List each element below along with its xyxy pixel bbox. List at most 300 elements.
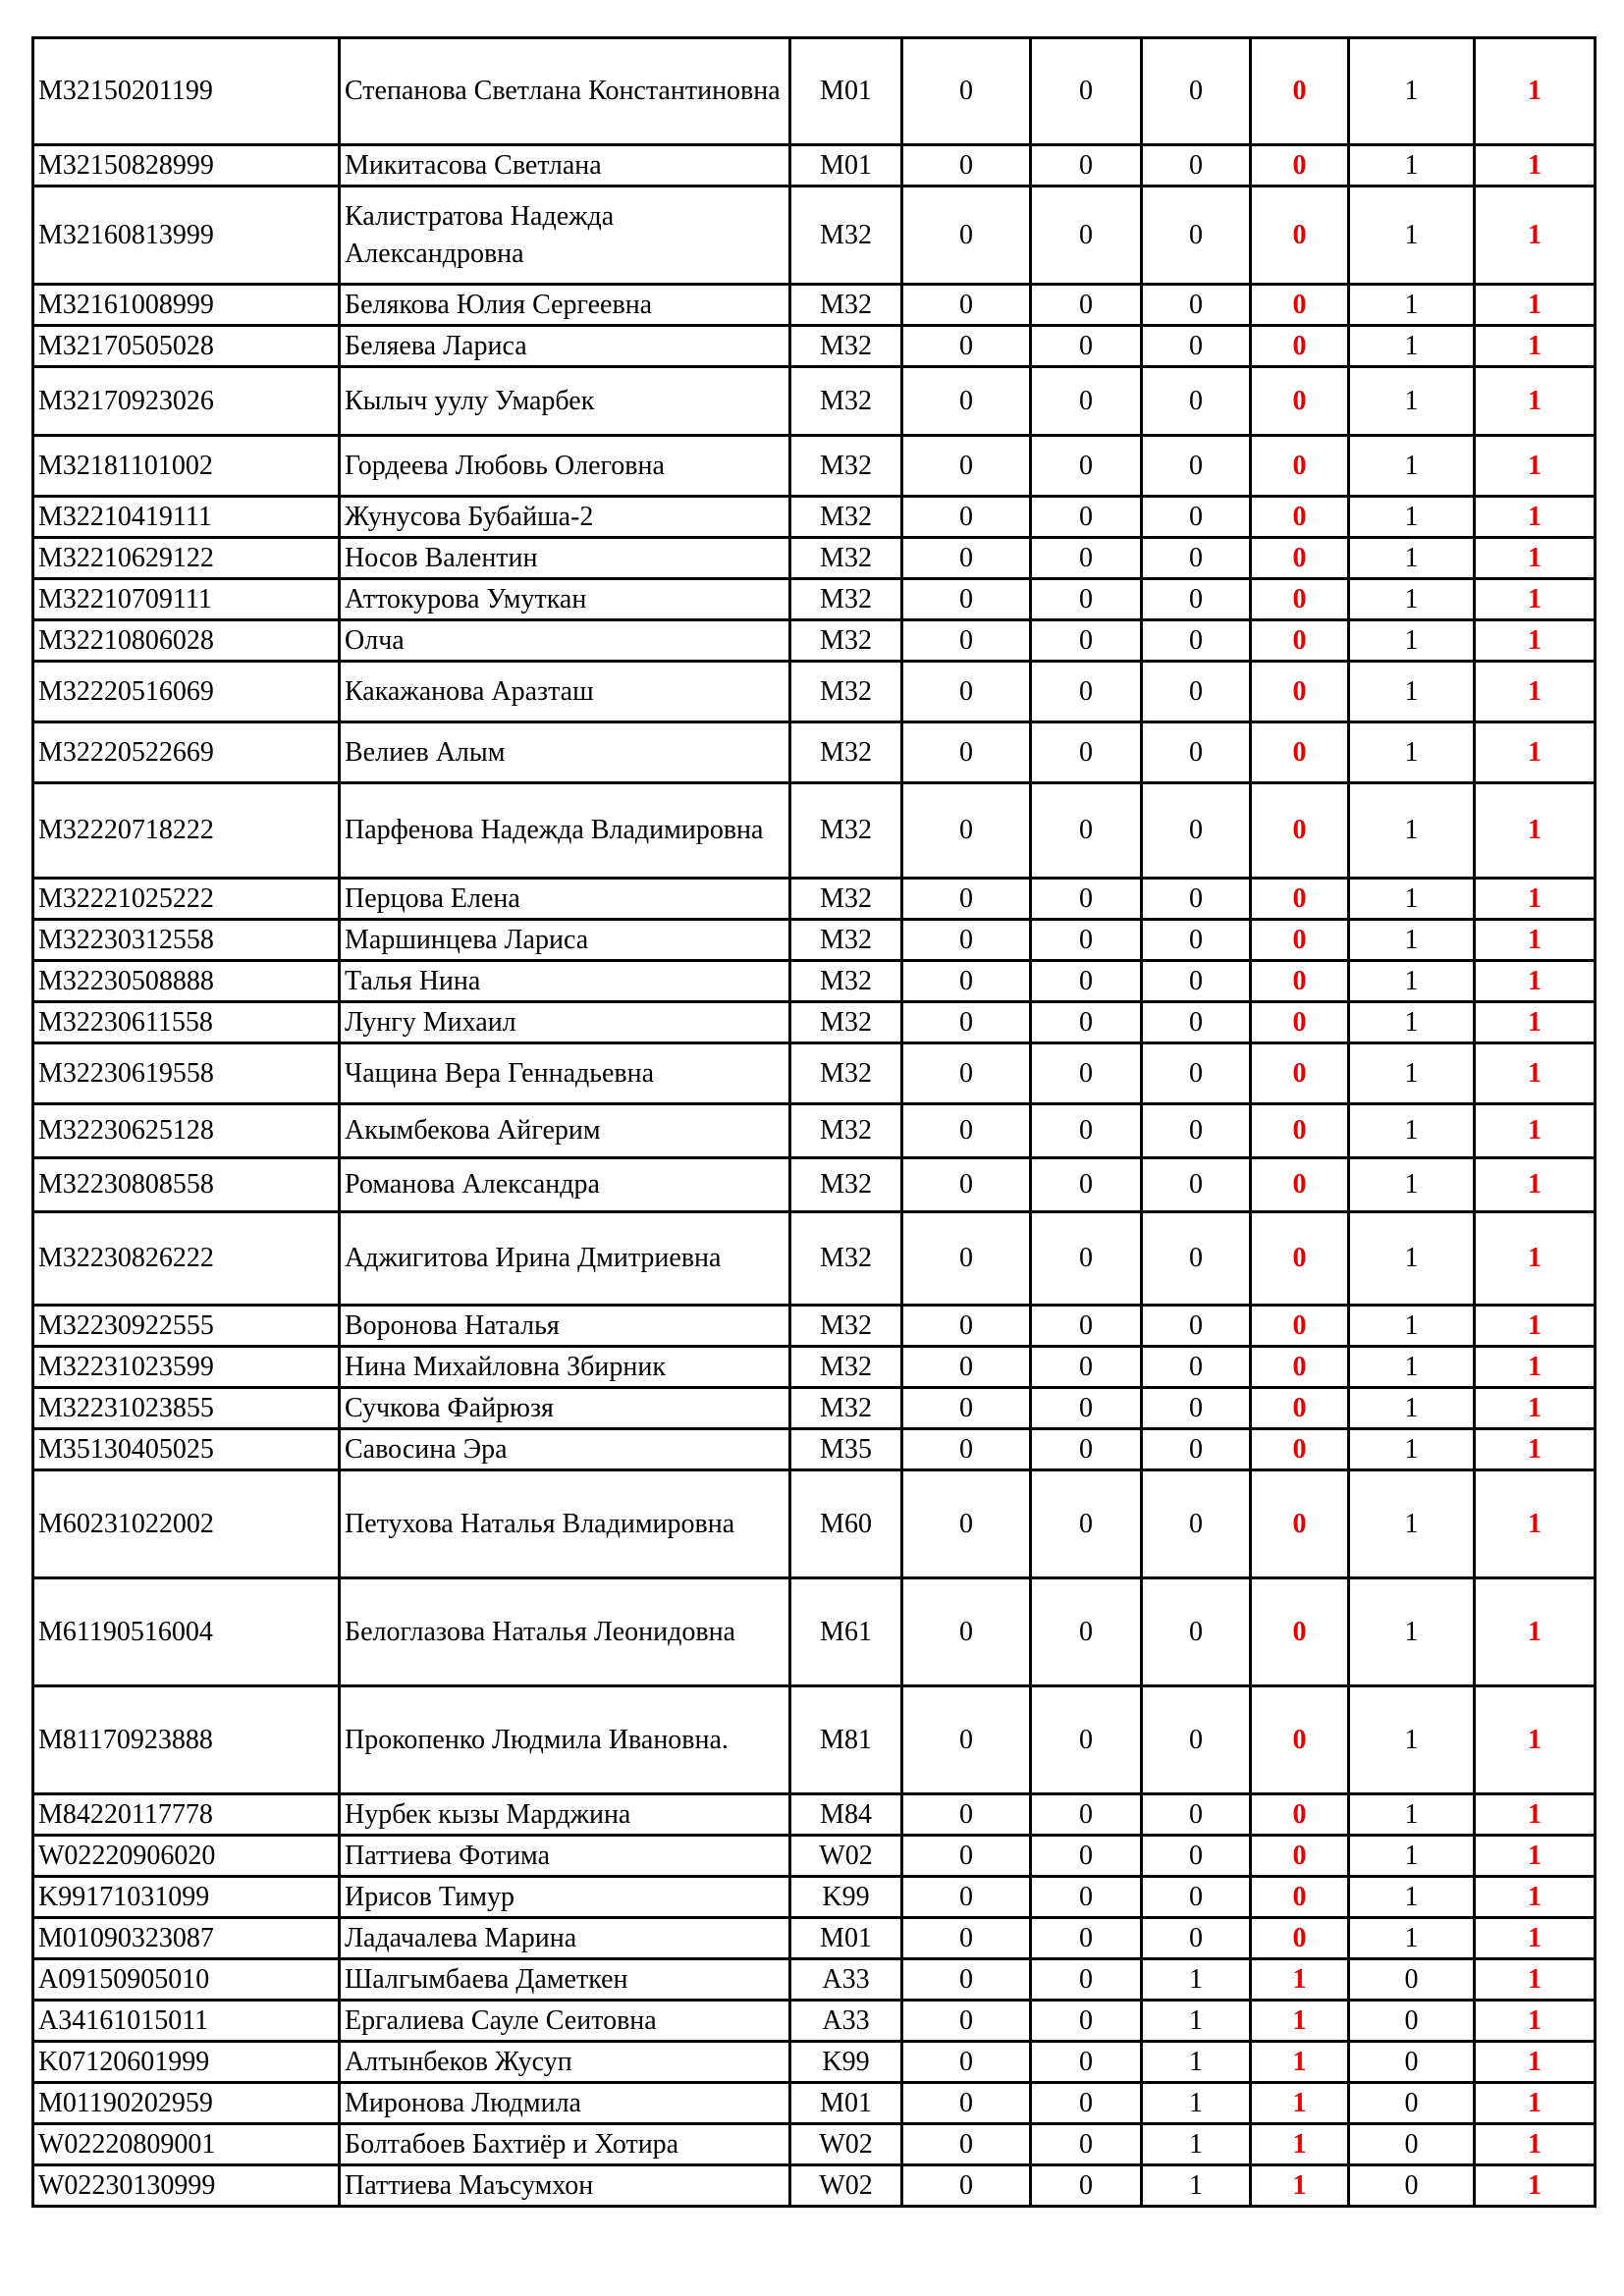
table-row — [33, 2042, 1596, 2083]
value-2-cell: 0 — [1031, 187, 1142, 285]
value-2-cell: 0 — [1031, 2083, 1142, 2124]
table-row — [33, 961, 1596, 1002]
table-row — [33, 783, 1596, 879]
value-6-cell: 1 — [1475, 579, 1596, 620]
value-1-cell: 0 — [902, 2042, 1031, 2083]
value-4-cell: 0 — [1251, 1212, 1349, 1306]
value-1-cell: 0 — [902, 920, 1031, 961]
group-code-cell: M32 — [790, 1388, 902, 1429]
value-2-cell: 0 — [1031, 1429, 1142, 1470]
value-3-cell: 0 — [1142, 662, 1251, 722]
group-code-cell: M81 — [790, 1686, 902, 1794]
person-name-cell: Какажанова Аразташ — [340, 662, 790, 722]
value-4-cell: 0 — [1251, 1388, 1349, 1429]
value-1-cell: 0 — [902, 1104, 1031, 1158]
account-id-cell: M32220718222 — [33, 783, 340, 879]
account-id-cell: M32181101002 — [33, 436, 340, 497]
group-code-cell: K99 — [790, 1877, 902, 1918]
account-id-cell: M84220117778 — [33, 1794, 340, 1836]
table-row — [33, 1104, 1596, 1158]
account-id-cell: M32231023855 — [33, 1388, 340, 1429]
table-row — [33, 579, 1596, 620]
person-name-cell: Ирисов Тимур — [340, 1877, 790, 1918]
value-1-cell: 0 — [902, 662, 1031, 722]
value-2-cell: 0 — [1031, 1578, 1142, 1686]
value-2-cell: 0 — [1031, 1158, 1142, 1212]
table-row — [33, 367, 1596, 436]
table-row — [33, 1212, 1596, 1306]
table-row — [33, 187, 1596, 285]
group-code-cell: M32 — [790, 579, 902, 620]
person-name-cell: Лунгу Михаил — [340, 1002, 790, 1043]
value-2-cell: 0 — [1031, 1043, 1142, 1104]
value-2-cell: 0 — [1031, 436, 1142, 497]
group-code-cell: M01 — [790, 1918, 902, 1959]
account-id-cell: M32210709111 — [33, 579, 340, 620]
value-2-cell: 0 — [1031, 2042, 1142, 2083]
person-name-cell: Ергалиева Сауле Сеитовна — [340, 2001, 790, 2042]
value-6-cell: 1 — [1475, 2124, 1596, 2165]
value-6-cell: 1 — [1475, 2042, 1596, 2083]
value-2-cell: 0 — [1031, 879, 1142, 920]
group-code-cell: M32 — [790, 187, 902, 285]
value-4-cell: 0 — [1251, 662, 1349, 722]
value-3-cell: 1 — [1142, 2042, 1251, 2083]
value-3-cell: 0 — [1142, 1429, 1251, 1470]
value-2-cell: 0 — [1031, 620, 1142, 662]
value-6-cell: 1 — [1475, 1212, 1596, 1306]
value-2-cell: 0 — [1031, 326, 1142, 367]
group-code-cell: A33 — [790, 2001, 902, 2042]
value-6-cell: 1 — [1475, 326, 1596, 367]
account-id-cell: M32230508888 — [33, 961, 340, 1002]
table-row — [33, 538, 1596, 579]
account-id-cell: M32210629122 — [33, 538, 340, 579]
value-6-cell: 1 — [1475, 2083, 1596, 2124]
value-3-cell: 0 — [1142, 722, 1251, 783]
value-4-cell: 0 — [1251, 1306, 1349, 1347]
table-row — [33, 1002, 1596, 1043]
account-id-cell: M32210419111 — [33, 497, 340, 538]
value-5-cell: 0 — [1349, 1959, 1475, 2001]
value-4-cell: 1 — [1251, 2124, 1349, 2165]
person-name-cell: Сучкова Файрюзя — [340, 1388, 790, 1429]
value-4-cell: 0 — [1251, 1836, 1349, 1877]
account-id-cell: M32230312558 — [33, 920, 340, 961]
value-6-cell: 1 — [1475, 2165, 1596, 2207]
value-5-cell: 0 — [1349, 2083, 1475, 2124]
value-3-cell: 0 — [1142, 1918, 1251, 1959]
value-1-cell: 0 — [902, 187, 1031, 285]
value-1-cell: 0 — [902, 1959, 1031, 2001]
value-3-cell: 0 — [1142, 1686, 1251, 1794]
value-3-cell: 1 — [1142, 2165, 1251, 2207]
value-1-cell: 0 — [902, 1877, 1031, 1918]
value-3-cell: 0 — [1142, 1347, 1251, 1388]
value-4-cell: 1 — [1251, 2001, 1349, 2042]
value-3-cell: 0 — [1142, 1877, 1251, 1918]
value-4-cell: 0 — [1251, 620, 1349, 662]
person-name-cell: Петухова Наталья Владимировна — [340, 1470, 790, 1578]
value-3-cell: 0 — [1142, 920, 1251, 961]
account-id-cell: W02220809001 — [33, 2124, 340, 2165]
group-code-cell: M32 — [790, 722, 902, 783]
value-2-cell: 0 — [1031, 2165, 1142, 2207]
value-2-cell: 0 — [1031, 1470, 1142, 1578]
value-3-cell: 0 — [1142, 145, 1251, 187]
account-id-cell: A34161015011 — [33, 2001, 340, 2042]
value-4-cell: 1 — [1251, 2165, 1349, 2207]
value-1-cell: 0 — [902, 367, 1031, 436]
value-3-cell: 0 — [1142, 38, 1251, 145]
value-5-cell: 1 — [1349, 722, 1475, 783]
person-name-cell: Воронова Наталья — [340, 1306, 790, 1347]
value-2-cell: 0 — [1031, 2124, 1142, 2165]
value-3-cell: 0 — [1142, 579, 1251, 620]
account-id-cell: M32170923026 — [33, 367, 340, 436]
person-name-cell: Ладачалева Марина — [340, 1918, 790, 1959]
group-code-cell: M01 — [790, 2083, 902, 2124]
value-4-cell: 0 — [1251, 1429, 1349, 1470]
value-2-cell: 0 — [1031, 1002, 1142, 1043]
value-2-cell: 0 — [1031, 1306, 1142, 1347]
value-5-cell: 1 — [1349, 1836, 1475, 1877]
value-2-cell: 0 — [1031, 783, 1142, 879]
account-id-cell: M32230826222 — [33, 1212, 340, 1306]
value-6-cell: 1 — [1475, 1306, 1596, 1347]
table-row — [33, 1306, 1596, 1347]
value-4-cell: 0 — [1251, 1002, 1349, 1043]
value-3-cell: 0 — [1142, 326, 1251, 367]
value-6-cell: 1 — [1475, 1578, 1596, 1686]
value-4-cell: 0 — [1251, 1686, 1349, 1794]
value-4-cell: 0 — [1251, 538, 1349, 579]
table-row — [33, 1794, 1596, 1836]
value-5-cell: 1 — [1349, 920, 1475, 961]
table-row — [33, 1836, 1596, 1877]
person-name-cell: Кылыч уулу Умарбек — [340, 367, 790, 436]
value-2-cell: 0 — [1031, 2001, 1142, 2042]
value-3-cell: 0 — [1142, 1388, 1251, 1429]
value-6-cell: 1 — [1475, 367, 1596, 436]
table-row — [33, 1388, 1596, 1429]
value-2-cell: 0 — [1031, 1347, 1142, 1388]
person-name-cell: Акымбекова Айгерим — [340, 1104, 790, 1158]
value-3-cell: 0 — [1142, 1043, 1251, 1104]
value-4-cell: 0 — [1251, 367, 1349, 436]
person-name-cell: Маршинцева Лариса — [340, 920, 790, 961]
value-6-cell: 1 — [1475, 187, 1596, 285]
account-id-cell: K99171031099 — [33, 1877, 340, 1918]
value-3-cell: 1 — [1142, 2124, 1251, 2165]
value-6-cell: 1 — [1475, 2001, 1596, 2042]
value-1-cell: 0 — [902, 1794, 1031, 1836]
table-row — [33, 1959, 1596, 2001]
person-name-cell: Велиев Алым — [340, 722, 790, 783]
group-code-cell: M32 — [790, 538, 902, 579]
value-1-cell: 0 — [902, 145, 1031, 187]
group-code-cell: K99 — [790, 2042, 902, 2083]
data-table — [31, 36, 1597, 2208]
value-5-cell: 1 — [1349, 1794, 1475, 1836]
value-5-cell: 1 — [1349, 1470, 1475, 1578]
table-row — [33, 722, 1596, 783]
value-4-cell: 0 — [1251, 38, 1349, 145]
person-name-cell: Нурбек кызы Марджина — [340, 1794, 790, 1836]
group-code-cell: M61 — [790, 1578, 902, 1686]
account-id-cell: M32230625128 — [33, 1104, 340, 1158]
value-1-cell: 0 — [902, 2083, 1031, 2124]
value-5-cell: 1 — [1349, 1429, 1475, 1470]
value-3-cell: 0 — [1142, 961, 1251, 1002]
value-4-cell: 1 — [1251, 1959, 1349, 2001]
value-5-cell: 1 — [1349, 1043, 1475, 1104]
group-code-cell: M32 — [790, 1306, 902, 1347]
person-name-cell: Белоглазова Наталья Леонидовна — [340, 1578, 790, 1686]
table-row — [33, 879, 1596, 920]
table-row — [33, 1043, 1596, 1104]
group-code-cell: M60 — [790, 1470, 902, 1578]
value-5-cell: 1 — [1349, 620, 1475, 662]
value-5-cell: 1 — [1349, 187, 1475, 285]
account-id-cell: M32160813999 — [33, 187, 340, 285]
group-code-cell: M32 — [790, 783, 902, 879]
value-2-cell: 0 — [1031, 920, 1142, 961]
value-4-cell: 0 — [1251, 145, 1349, 187]
value-2-cell: 0 — [1031, 538, 1142, 579]
account-id-cell: M32230619558 — [33, 1043, 340, 1104]
group-code-cell: M32 — [790, 1347, 902, 1388]
account-id-cell: K07120601999 — [33, 2042, 340, 2083]
value-2-cell: 0 — [1031, 1104, 1142, 1158]
table-row — [33, 920, 1596, 961]
group-code-cell: M32 — [790, 326, 902, 367]
value-1-cell: 0 — [902, 38, 1031, 145]
value-6-cell: 1 — [1475, 1959, 1596, 2001]
group-code-cell: M32 — [790, 285, 902, 326]
account-id-cell: M32230922555 — [33, 1306, 340, 1347]
account-id-cell: M32170505028 — [33, 326, 340, 367]
table-row — [33, 1429, 1596, 1470]
value-3-cell: 0 — [1142, 1578, 1251, 1686]
group-code-cell: M32 — [790, 961, 902, 1002]
value-2-cell: 0 — [1031, 285, 1142, 326]
value-1-cell: 0 — [902, 961, 1031, 1002]
account-id-cell: M32210806028 — [33, 620, 340, 662]
table-row — [33, 620, 1596, 662]
group-code-cell: M32 — [790, 1002, 902, 1043]
person-name-cell: Талья Нина — [340, 961, 790, 1002]
account-id-cell: M32150201199 — [33, 38, 340, 145]
value-5-cell: 1 — [1349, 38, 1475, 145]
person-name-cell: Белякова Юлия Сергеевна — [340, 285, 790, 326]
value-6-cell: 1 — [1475, 1686, 1596, 1794]
person-name-cell: Парфенова Надежда Владимировна — [340, 783, 790, 879]
value-5-cell: 1 — [1349, 1877, 1475, 1918]
value-5-cell: 1 — [1349, 145, 1475, 187]
value-1-cell: 0 — [902, 722, 1031, 783]
value-2-cell: 0 — [1031, 1836, 1142, 1877]
value-6-cell: 1 — [1475, 961, 1596, 1002]
value-5-cell: 1 — [1349, 497, 1475, 538]
value-4-cell: 0 — [1251, 961, 1349, 1002]
value-2-cell: 0 — [1031, 1388, 1142, 1429]
person-name-cell: Беляева Лариса — [340, 326, 790, 367]
value-6-cell: 1 — [1475, 1470, 1596, 1578]
value-3-cell: 0 — [1142, 285, 1251, 326]
value-4-cell: 0 — [1251, 1347, 1349, 1388]
value-2-cell: 0 — [1031, 961, 1142, 1002]
account-id-cell: M60231022002 — [33, 1470, 340, 1578]
value-1-cell: 0 — [902, 436, 1031, 497]
value-3-cell: 0 — [1142, 879, 1251, 920]
value-4-cell: 0 — [1251, 722, 1349, 783]
value-5-cell: 1 — [1349, 1306, 1475, 1347]
account-id-cell: M01090323087 — [33, 1918, 340, 1959]
value-2-cell: 0 — [1031, 1877, 1142, 1918]
value-1-cell: 0 — [902, 2001, 1031, 2042]
value-4-cell: 0 — [1251, 187, 1349, 285]
account-id-cell: M01190202959 — [33, 2083, 340, 2124]
value-1-cell: 0 — [902, 538, 1031, 579]
value-5-cell: 1 — [1349, 1578, 1475, 1686]
value-3-cell: 1 — [1142, 1959, 1251, 2001]
value-4-cell: 0 — [1251, 879, 1349, 920]
value-3-cell: 0 — [1142, 1836, 1251, 1877]
group-code-cell: M32 — [790, 497, 902, 538]
value-2-cell: 0 — [1031, 497, 1142, 538]
account-id-cell: M32231023599 — [33, 1347, 340, 1388]
person-name-cell: Алтынбеков Жусуп — [340, 2042, 790, 2083]
value-3-cell: 0 — [1142, 538, 1251, 579]
value-3-cell: 0 — [1142, 783, 1251, 879]
value-1-cell: 0 — [902, 1388, 1031, 1429]
value-1-cell: 0 — [902, 1212, 1031, 1306]
group-code-cell: M32 — [790, 662, 902, 722]
value-4-cell: 0 — [1251, 1104, 1349, 1158]
value-1-cell: 0 — [902, 1347, 1031, 1388]
person-name-cell: Гордеева Любовь Олеговна — [340, 436, 790, 497]
value-2-cell: 0 — [1031, 145, 1142, 187]
table-row — [33, 1158, 1596, 1212]
value-5-cell: 0 — [1349, 2001, 1475, 2042]
group-code-cell: M84 — [790, 1794, 902, 1836]
table-row — [33, 436, 1596, 497]
value-4-cell: 0 — [1251, 1470, 1349, 1578]
value-3-cell: 1 — [1142, 2083, 1251, 2124]
value-1-cell: 0 — [902, 1470, 1031, 1578]
value-1-cell: 0 — [902, 1836, 1031, 1877]
person-name-cell: Степанова Светлана Константиновна — [340, 38, 790, 145]
value-3-cell: 0 — [1142, 1306, 1251, 1347]
value-1-cell: 0 — [902, 620, 1031, 662]
value-4-cell: 0 — [1251, 1877, 1349, 1918]
person-name-cell: Паттиева Маъсумхон — [340, 2165, 790, 2207]
value-6-cell: 1 — [1475, 497, 1596, 538]
value-3-cell: 0 — [1142, 1794, 1251, 1836]
group-code-cell: M01 — [790, 145, 902, 187]
value-1-cell: 0 — [902, 879, 1031, 920]
value-5-cell: 1 — [1349, 961, 1475, 1002]
value-1-cell: 0 — [902, 285, 1031, 326]
value-4-cell: 0 — [1251, 1794, 1349, 1836]
value-6-cell: 1 — [1475, 662, 1596, 722]
value-2-cell: 0 — [1031, 1794, 1142, 1836]
person-name-cell: Жунусова Бубайша-2 — [340, 497, 790, 538]
value-5-cell: 1 — [1349, 436, 1475, 497]
value-5-cell: 1 — [1349, 1918, 1475, 1959]
value-3-cell: 0 — [1142, 436, 1251, 497]
person-name-cell: Аджигитова Ирина Дмитриевна — [340, 1212, 790, 1306]
value-6-cell: 1 — [1475, 920, 1596, 961]
group-code-cell: M32 — [790, 1043, 902, 1104]
value-1-cell: 0 — [902, 1686, 1031, 1794]
value-6-cell: 1 — [1475, 285, 1596, 326]
account-id-cell: M32150828999 — [33, 145, 340, 187]
person-name-cell: Аттокурова Умуткан — [340, 579, 790, 620]
group-code-cell: M32 — [790, 1104, 902, 1158]
value-4-cell: 0 — [1251, 1158, 1349, 1212]
value-5-cell: 1 — [1349, 538, 1475, 579]
table-row — [33, 1686, 1596, 1794]
value-3-cell: 0 — [1142, 1212, 1251, 1306]
value-3-cell: 0 — [1142, 1470, 1251, 1578]
value-3-cell: 0 — [1142, 367, 1251, 436]
group-code-cell: A33 — [790, 1959, 902, 2001]
value-5-cell: 1 — [1349, 326, 1475, 367]
value-6-cell: 1 — [1475, 1836, 1596, 1877]
person-name-cell: Олча — [340, 620, 790, 662]
value-5-cell: 0 — [1349, 2124, 1475, 2165]
value-2-cell: 0 — [1031, 1212, 1142, 1306]
group-code-cell: M32 — [790, 920, 902, 961]
value-4-cell: 0 — [1251, 326, 1349, 367]
value-6-cell: 1 — [1475, 879, 1596, 920]
value-4-cell: 0 — [1251, 783, 1349, 879]
value-5-cell: 1 — [1349, 367, 1475, 436]
value-4-cell: 0 — [1251, 436, 1349, 497]
value-3-cell: 0 — [1142, 1104, 1251, 1158]
value-4-cell: 1 — [1251, 2042, 1349, 2083]
value-2-cell: 0 — [1031, 1959, 1142, 2001]
group-code-cell: W02 — [790, 2124, 902, 2165]
value-5-cell: 1 — [1349, 1002, 1475, 1043]
account-id-cell: M32161008999 — [33, 285, 340, 326]
value-1-cell: 0 — [902, 1158, 1031, 1212]
value-6-cell: 1 — [1475, 1158, 1596, 1212]
value-5-cell: 1 — [1349, 1158, 1475, 1212]
person-name-cell: Нина Михайловна Збирник — [340, 1347, 790, 1388]
value-5-cell: 1 — [1349, 579, 1475, 620]
value-5-cell: 1 — [1349, 285, 1475, 326]
value-4-cell: 0 — [1251, 1918, 1349, 1959]
person-name-cell: Чащина Вера Геннадьевна — [340, 1043, 790, 1104]
value-6-cell: 1 — [1475, 1347, 1596, 1388]
person-name-cell: Микитасова Светлана — [340, 145, 790, 187]
table-row — [33, 145, 1596, 187]
account-id-cell: M32230808558 — [33, 1158, 340, 1212]
value-6-cell: 1 — [1475, 1877, 1596, 1918]
person-name-cell: Болтабоев Бахтиёр и Хотира — [340, 2124, 790, 2165]
table-row — [33, 38, 1596, 145]
table-row — [33, 2124, 1596, 2165]
account-id-cell: A09150905010 — [33, 1959, 340, 2001]
table-row — [33, 285, 1596, 326]
table-row — [33, 662, 1596, 722]
value-3-cell: 1 — [1142, 2001, 1251, 2042]
group-code-cell: M32 — [790, 1212, 902, 1306]
account-id-cell: M32221025222 — [33, 879, 340, 920]
